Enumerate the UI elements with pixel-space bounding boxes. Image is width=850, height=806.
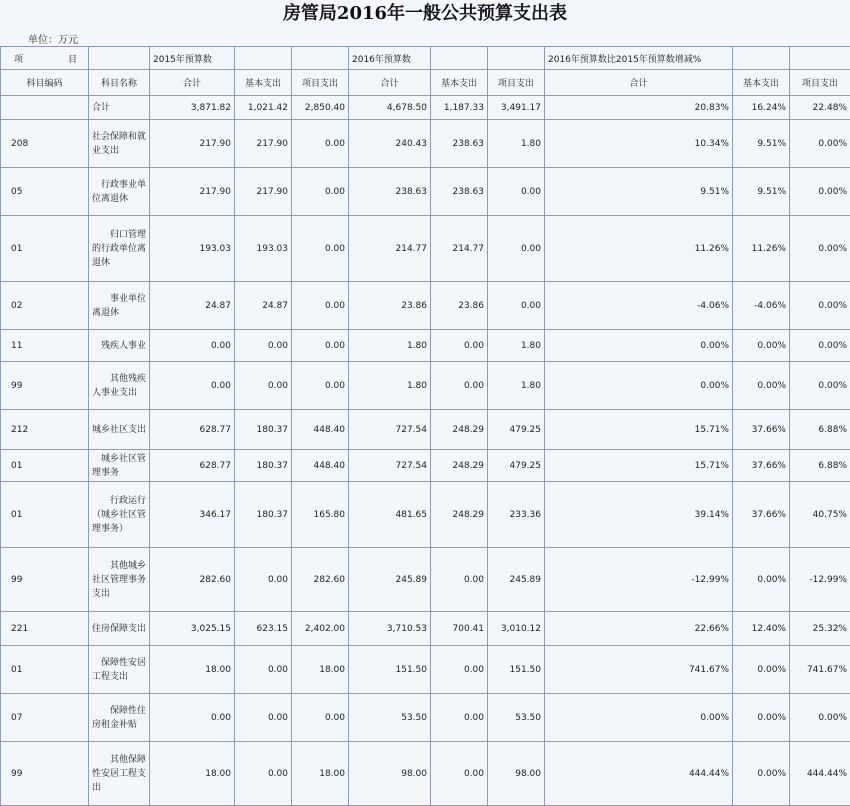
- table-row: [1, 120, 850, 168]
- total-2016-cell: 151.50: [349, 646, 431, 694]
- table-row: [1, 694, 850, 742]
- basic-2016-cell: 1,187.33: [431, 96, 488, 120]
- total-2015-cell: 193.03: [150, 216, 235, 282]
- basic-2016-cell: 248.29: [431, 450, 488, 482]
- project-2016-cell: 245.89: [488, 548, 545, 612]
- total-2015-cell: 0.00: [150, 362, 235, 410]
- table-row: [1, 450, 850, 482]
- basic-change-cell: 0.00%: [733, 362, 790, 410]
- total-change-cell: -12.99%: [545, 548, 733, 612]
- total-2016-cell: 53.50: [349, 694, 431, 742]
- row-name-cell: 行政运行（城乡社区管理事务）: [89, 482, 150, 548]
- basic-change-cell: 37.66%: [733, 450, 790, 482]
- header-total-2016: 合计: [349, 70, 431, 96]
- row-name-cell: 城乡社区管理事务: [89, 450, 150, 482]
- header-basic-2015: 基本支出: [235, 70, 292, 96]
- header-blank: [89, 47, 150, 70]
- basic-change-cell: 12.40%: [733, 612, 790, 646]
- basic-2015-cell: 180.37: [235, 482, 292, 548]
- row-code-cell: 01: [1, 216, 89, 282]
- total-change-cell: 0.00%: [545, 694, 733, 742]
- total-2016-cell: 238.63: [349, 168, 431, 216]
- basic-2015-cell: 0.00: [235, 742, 292, 806]
- project-2015-cell: 0.00: [292, 362, 349, 410]
- table-row: [1, 646, 850, 694]
- basic-2016-cell: 238.63: [431, 168, 488, 216]
- total-change-cell: 15.71%: [545, 450, 733, 482]
- header-blank: [431, 47, 488, 70]
- project-change-cell: 0.00%: [790, 282, 850, 330]
- table-row: [1, 742, 850, 806]
- basic-2016-cell: 248.29: [431, 410, 488, 450]
- row-name-cell: 其他残疾人事业支出: [89, 362, 150, 410]
- project-2016-cell: 151.50: [488, 646, 545, 694]
- row-name-cell: 残疾人事业: [89, 330, 150, 362]
- table-row: [1, 330, 850, 362]
- project-change-cell: 444.44%: [790, 742, 850, 806]
- total-change-cell: 10.34%: [545, 120, 733, 168]
- header-name: 科目名称: [89, 70, 150, 96]
- total-change-cell: 444.44%: [545, 742, 733, 806]
- header-blank: [292, 47, 349, 70]
- total-2016-cell: 4,678.50: [349, 96, 431, 120]
- row-code-cell: 05: [1, 168, 89, 216]
- total-2015-cell: 217.90: [150, 120, 235, 168]
- table-row: [1, 612, 850, 646]
- total-change-cell: 0.00%: [545, 330, 733, 362]
- project-2015-cell: 0.00: [292, 168, 349, 216]
- total-2016-cell: 727.54: [349, 450, 431, 482]
- project-change-cell: 0.00%: [790, 168, 850, 216]
- basic-change-cell: 11.26%: [733, 216, 790, 282]
- total-2015-cell: 0.00: [150, 694, 235, 742]
- project-change-cell: 741.67%: [790, 646, 850, 694]
- header-blank: [790, 47, 850, 70]
- basic-2016-cell: 0.00: [431, 330, 488, 362]
- project-2016-cell: 98.00: [488, 742, 545, 806]
- project-2015-cell: 0.00: [292, 694, 349, 742]
- total-2016-cell: 98.00: [349, 742, 431, 806]
- total-2015-cell: 18.00: [150, 646, 235, 694]
- total-2015-cell: 628.77: [150, 410, 235, 450]
- header-row-1: [1, 47, 850, 70]
- total-2015-cell: 3,871.82: [150, 96, 235, 120]
- row-name-cell: 事业单位离退休: [89, 282, 150, 330]
- row-name-cell: 合计: [89, 96, 150, 120]
- header-2015: 2015年预算数: [150, 47, 235, 70]
- row-name-cell: 其他保障性安居工程支出: [89, 742, 150, 806]
- basic-2016-cell: 700.41: [431, 612, 488, 646]
- row-name-cell: 行政事业单位离退休: [89, 168, 150, 216]
- project-2016-cell: 1.80: [488, 120, 545, 168]
- project-2015-cell: 0.00: [292, 216, 349, 282]
- total-2015-cell: 282.60: [150, 548, 235, 612]
- header-mu: 目: [68, 52, 77, 65]
- header-blank: [733, 47, 790, 70]
- table-row: [1, 362, 850, 410]
- basic-2015-cell: 0.00: [235, 330, 292, 362]
- basic-2016-cell: 0.00: [431, 742, 488, 806]
- project-change-cell: 22.48%: [790, 96, 850, 120]
- total-change-cell: 9.51%: [545, 168, 733, 216]
- table-row: [1, 548, 850, 612]
- project-2015-cell: 165.80: [292, 482, 349, 548]
- header-xiang: 项: [14, 55, 23, 65]
- row-code-cell: 11: [1, 330, 89, 362]
- basic-2015-cell: 180.37: [235, 450, 292, 482]
- project-change-cell: 0.00%: [790, 330, 850, 362]
- basic-change-cell: 0.00%: [733, 742, 790, 806]
- basic-change-cell: 0.00%: [733, 330, 790, 362]
- basic-2015-cell: 193.03: [235, 216, 292, 282]
- row-name-cell: 保障性安居工程支出: [89, 646, 150, 694]
- project-2015-cell: 0.00: [292, 120, 349, 168]
- project-2015-cell: 0.00: [292, 282, 349, 330]
- budget-table: [0, 46, 850, 806]
- basic-change-cell: 0.00%: [733, 548, 790, 612]
- project-2015-cell: 2,850.40: [292, 96, 349, 120]
- basic-2015-cell: 217.90: [235, 168, 292, 216]
- project-2015-cell: 282.60: [292, 548, 349, 612]
- unit-label: 单位：万元: [28, 31, 78, 46]
- project-2015-cell: 0.00: [292, 330, 349, 362]
- basic-2016-cell: 0.00: [431, 646, 488, 694]
- total-2016-cell: 727.54: [349, 410, 431, 450]
- table-row: [1, 96, 850, 120]
- row-code-cell: 212: [1, 410, 89, 450]
- project-2016-cell: 1.80: [488, 330, 545, 362]
- basic-2015-cell: 0.00: [235, 646, 292, 694]
- row-code-cell: 221: [1, 612, 89, 646]
- total-2015-cell: 628.77: [150, 450, 235, 482]
- basic-change-cell: 0.00%: [733, 646, 790, 694]
- basic-change-cell: 16.24%: [733, 96, 790, 120]
- header-2016: 2016年预算数: [349, 47, 431, 70]
- header-code: 科目编码: [1, 70, 89, 96]
- project-2016-cell: 233.36: [488, 482, 545, 548]
- basic-2016-cell: 0.00: [431, 548, 488, 612]
- total-2016-cell: 23.86: [349, 282, 431, 330]
- total-2016-cell: 481.65: [349, 482, 431, 548]
- basic-2016-cell: 23.86: [431, 282, 488, 330]
- basic-change-cell: 37.66%: [733, 410, 790, 450]
- total-change-cell: 0.00%: [545, 362, 733, 410]
- project-change-cell: -12.99%: [790, 548, 850, 612]
- total-change-cell: 22.66%: [545, 612, 733, 646]
- total-change-cell: -4.06%: [545, 282, 733, 330]
- total-2016-cell: 3,710.53: [349, 612, 431, 646]
- project-2016-cell: 0.00: [488, 168, 545, 216]
- row-code-cell: [1, 96, 89, 120]
- row-code-cell: 99: [1, 362, 89, 410]
- project-2016-cell: 0.00: [488, 282, 545, 330]
- header-blank: [488, 47, 545, 70]
- row-code-cell: 01: [1, 482, 89, 548]
- header-xiang-mu: [1, 47, 89, 70]
- page-title: 房管局2016年一般公共预算支出表: [0, 0, 850, 30]
- project-change-cell: 6.88%: [790, 410, 850, 450]
- basic-change-cell: 9.51%: [733, 168, 790, 216]
- project-change-cell: 0.00%: [790, 216, 850, 282]
- row-code-cell: 99: [1, 742, 89, 806]
- basic-2016-cell: 214.77: [431, 216, 488, 282]
- basic-2016-cell: 0.00: [431, 694, 488, 742]
- project-2016-cell: 479.25: [488, 410, 545, 450]
- basic-change-cell: 9.51%: [733, 120, 790, 168]
- total-2015-cell: 217.90: [150, 168, 235, 216]
- project-change-cell: 0.00%: [790, 362, 850, 410]
- row-code-cell: 99: [1, 548, 89, 612]
- total-2016-cell: 1.80: [349, 330, 431, 362]
- row-code-cell: 208: [1, 120, 89, 168]
- header-project-2016: 项目支出: [488, 70, 545, 96]
- project-2015-cell: 448.40: [292, 410, 349, 450]
- basic-2015-cell: 180.37: [235, 410, 292, 450]
- row-name-cell: 归口管理的行政单位离退休: [89, 216, 150, 282]
- basic-2015-cell: 0.00: [235, 362, 292, 410]
- table-row: [1, 482, 850, 548]
- total-change-cell: 741.67%: [545, 646, 733, 694]
- row-name-cell: 城乡社区支出: [89, 410, 150, 450]
- row-code-cell: 07: [1, 694, 89, 742]
- row-code-cell: 01: [1, 646, 89, 694]
- row-name-cell: 住房保障支出: [89, 612, 150, 646]
- header-blank: [235, 47, 292, 70]
- header-total-2015: 合计: [150, 70, 235, 96]
- header-row-2: [1, 70, 850, 96]
- project-change-cell: 0.00%: [790, 120, 850, 168]
- total-2016-cell: 1.80: [349, 362, 431, 410]
- basic-change-cell: -4.06%: [733, 282, 790, 330]
- basic-2016-cell: 238.63: [431, 120, 488, 168]
- basic-2015-cell: 24.87: [235, 282, 292, 330]
- header-project-change: 项目支出: [790, 70, 850, 96]
- total-2015-cell: 18.00: [150, 742, 235, 806]
- table-row: [1, 216, 850, 282]
- project-2016-cell: 1.80: [488, 362, 545, 410]
- total-2015-cell: 0.00: [150, 330, 235, 362]
- basic-change-cell: 0.00%: [733, 694, 790, 742]
- table-row: [1, 282, 850, 330]
- total-2016-cell: 214.77: [349, 216, 431, 282]
- row-name-cell: 社会保障和就业支出: [89, 120, 150, 168]
- project-2016-cell: 0.00: [488, 216, 545, 282]
- header-basic-change: 基本支出: [733, 70, 790, 96]
- table-row: [1, 168, 850, 216]
- row-name-cell: 其他城乡社区管理事务支出: [89, 548, 150, 612]
- total-2015-cell: 346.17: [150, 482, 235, 548]
- basic-2015-cell: 0.00: [235, 694, 292, 742]
- basic-2015-cell: 217.90: [235, 120, 292, 168]
- table-row: [1, 410, 850, 450]
- total-2015-cell: 24.87: [150, 282, 235, 330]
- project-2015-cell: 2,402.00: [292, 612, 349, 646]
- header-project-2015: 项目支出: [292, 70, 349, 96]
- total-change-cell: 11.26%: [545, 216, 733, 282]
- row-code-cell: 02: [1, 282, 89, 330]
- project-change-cell: 25.32%: [790, 612, 850, 646]
- header-change: 2016年预算数比2015年预算数增减%: [545, 47, 733, 70]
- project-change-cell: 40.75%: [790, 482, 850, 548]
- total-2016-cell: 245.89: [349, 548, 431, 612]
- basic-2015-cell: 1,021.42: [235, 96, 292, 120]
- basic-2015-cell: 623.15: [235, 612, 292, 646]
- row-name-cell: 保障性住房租金补贴: [89, 694, 150, 742]
- project-2015-cell: 448.40: [292, 450, 349, 482]
- project-2015-cell: 18.00: [292, 742, 349, 806]
- project-2016-cell: 53.50: [488, 694, 545, 742]
- project-2015-cell: 18.00: [292, 646, 349, 694]
- basic-change-cell: 37.66%: [733, 482, 790, 548]
- total-2015-cell: 3,025.15: [150, 612, 235, 646]
- basic-2016-cell: 0.00: [431, 362, 488, 410]
- total-change-cell: 20.83%: [545, 96, 733, 120]
- basic-2015-cell: 0.00: [235, 548, 292, 612]
- total-2016-cell: 240.43: [349, 120, 431, 168]
- project-change-cell: 6.88%: [790, 450, 850, 482]
- project-2016-cell: 479.25: [488, 450, 545, 482]
- header-basic-2016: 基本支出: [431, 70, 488, 96]
- row-code-cell: 01: [1, 450, 89, 482]
- project-change-cell: 0.00%: [790, 694, 850, 742]
- basic-2016-cell: 248.29: [431, 482, 488, 548]
- project-2016-cell: 3,491.17: [488, 96, 545, 120]
- total-change-cell: 15.71%: [545, 410, 733, 450]
- header-total-change: 合计: [545, 70, 733, 96]
- total-change-cell: 39.14%: [545, 482, 733, 548]
- project-2016-cell: 3,010.12: [488, 612, 545, 646]
